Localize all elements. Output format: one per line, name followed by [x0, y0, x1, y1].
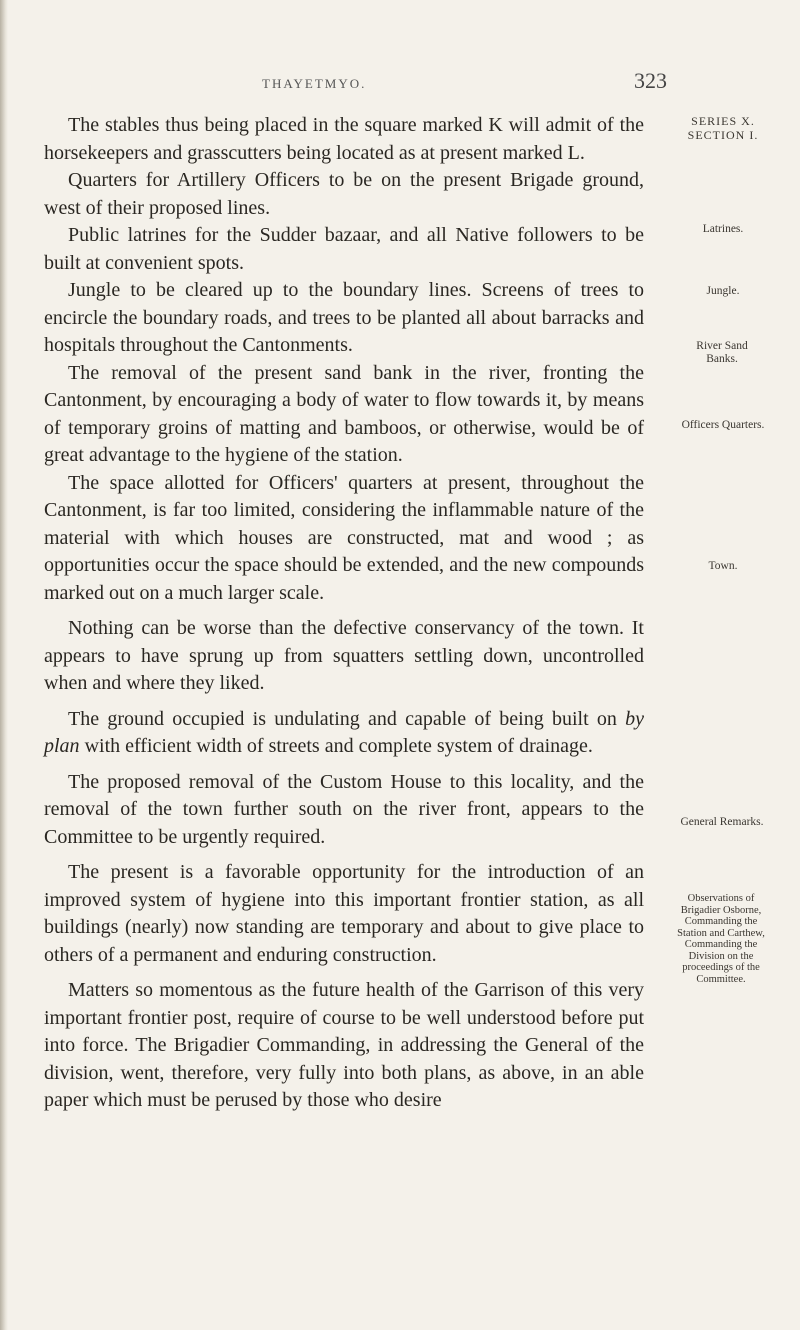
paragraph-officers-quarters: The space allotted for Officers' quarters at present, throughout the Cantonment, is far too limited, considering the inflammable nature of the material with which houses are constructed, mat and wood ; as opportunities occur the space should be extended, and the new compounds marked out on a much larger scale.	[44, 471, 644, 604]
ground-text-b: with efficient width of streets and complete system of drainage.	[79, 735, 593, 757]
paragraph-matters: Matters so momentous as the future health of the Garrison of this very important frontier post, require of course to be well understood before put into force. The Brigadier Commanding, in addressing the General of the division, went, therefore, very fully into both plans, as above, in an able paper which must be perused by those who desire	[44, 979, 644, 1111]
page-number: 323	[634, 68, 667, 93]
margin-note-river-sand-banks: River Sand Banks.	[696, 340, 748, 365]
margin-note-town: Town.	[708, 560, 738, 572]
paragraph-stables: The stables thus being placed in the square marked K will admit of the horsekeepers and grasscutters being located as at present marked L.	[44, 114, 644, 164]
ground-text-a: The ground occupied is undulating and capable of being built on	[68, 707, 626, 730]
paragraph-favorable-opportunity: The present is a favorable opportunity for the introduction of an improved system of hygiene into this important frontier station, as all buildings (nearly) now standing are temporary and about to give place to others of a permanent and enduring construction.	[44, 861, 644, 966]
margin-note-officers-quarters: Officers Quarters.	[681, 419, 765, 431]
margin-note-observations: Observations of Brigadier Osborne, Commanding the Station and Carthew, Commanding the Division on the proceedings of the Committee.	[677, 893, 765, 985]
paragraph-sand-bank: The removal of the present sand bank in the river, fronting the Cantonment, by encouraging a body of water to flow towards it, by means of temporary groins of matting and bamboos, or otherwise, would be of great advantage to the hygiene of the station.	[44, 361, 644, 466]
paragraph-artillery-quarters: Quarters for Artillery Officers to be on the present Brigade ground, west of their proposed lines.	[44, 169, 644, 219]
running-head: THAYETMYO.	[262, 76, 367, 91]
body-text	[44, 112, 644, 1115]
series-label: SERIES X.	[691, 114, 755, 128]
margin-note-jungle: Jungle.	[706, 285, 740, 297]
ground-text-italic: by plan	[44, 707, 644, 757]
margin-note-series	[654, 114, 792, 142]
page-edge	[0, 0, 8, 1330]
paragraph-town: Nothing can be worse than the defective conservancy of the town. It appears to have sprung up from squatters settling down, uncontrolled when and where they liked.	[44, 617, 644, 694]
margin-note-latrines: Latrines.	[702, 223, 744, 235]
paragraph-ground	[44, 706, 644, 761]
paragraph-latrines: Public latrines for the Sudder bazaar, and all Native followers to be built at convenient spots.	[44, 224, 644, 274]
paragraph-custom-house: The proposed removal of the Custom House to this locality, and the removal of the town further south on the river front, appears to the Committee to be urgently required.	[44, 770, 644, 848]
paragraph-jungle: Jungle to be cleared up to the boundary lines. Screens of trees to encircle the boundary roads, and trees to be planted all about barracks and hospitals throughout the Cantonments.	[44, 279, 644, 356]
section-label: SECTION I.	[687, 128, 759, 142]
page-header	[0, 68, 800, 98]
margin-note-general-remarks: General Remarks.	[680, 816, 764, 828]
